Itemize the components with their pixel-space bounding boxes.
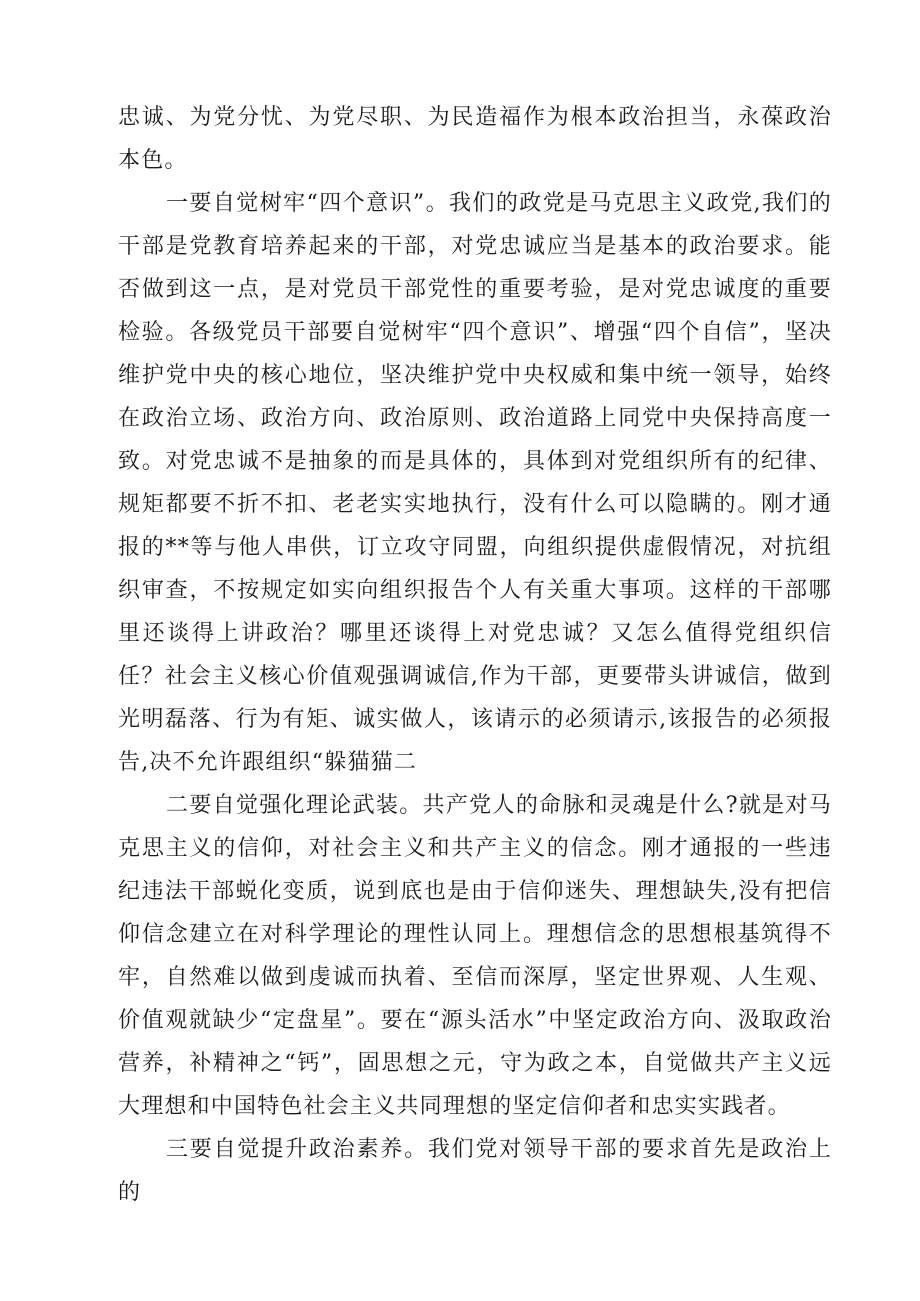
document-page (118, 96, 832, 1214)
paragraph-theory-study: 二要自觉强化理论武装。共产党人的命脉和灵魂是什么?就是对马克思主义的信仰，对社会主义和共产主义的信念。刚才通报的一些违纪违法干部蜕化变质，说到底也是由于信仰迷失、理想缺失,没有把信仰信念建立在对科学理论的理性认同上。理想信念的思想根基筑得不牢，自然难以做到虔诚而执着、至信而深厚，坚定世界观、人生观、价值观就缺少“定盘星”。要在“源头活水”中坚定政治方向、汲取政治营养，补精神之“钙”，固思想之元，守为政之本，自觉做共产主义远大理想和中国特色社会主义共同理想的坚定信仰者和忠实实践者。 (118, 793, 832, 1119)
paragraph-political-literacy: 三要自觉提升政治素养。我们党对领导干部的要求首先是政治上的 (118, 1137, 832, 1205)
paragraph-four-consciousness: 一要自觉树牢“四个意识”。我们的政党是马克思主义政党,我们的干部是党教育培养起来的干部，对党忠诚应当是基本的政治要求。能否做到这一点，是对党员干部党性的重要考验，是对党忠诚度的重要检验。各级党员干部要自觉树牢“四个意识”、增强“四个自信”，坚决维护党中央的核心地位，坚决维护党中央权威和集中统一领导，始终在政治立场、政治方向、政治原则、政治道路上同党中央保持高度一致。对党忠诚不是抽象的而是具体的，具体到对党组织所有的纪律、规矩都要不折不扣、老老实实地执行，没有什么可以隐瞒的。刚才通报的**等与他人串供，订立攻守同盟，向组织提供虚假情况，对抗组织审查，不按规定如实向组织报告个人有关重大事项。这样的干部哪里还谈得上讲政治？哪里还谈得上对党忠诚？又怎么值得党组织信任？社会主义核心价值观强调诚信,作为干部，更要带头讲诚信，做到光明磊落、行为有矩、诚实做人，该请示的必须请示,该报告的必须报告,决不允许跟组织“躲猫猫二 (118, 191, 832, 775)
paragraph-continuation: 忠诚、为党分忧、为党尽职、为民造福作为根本政治担当，永葆政治本色。 (118, 105, 832, 173)
